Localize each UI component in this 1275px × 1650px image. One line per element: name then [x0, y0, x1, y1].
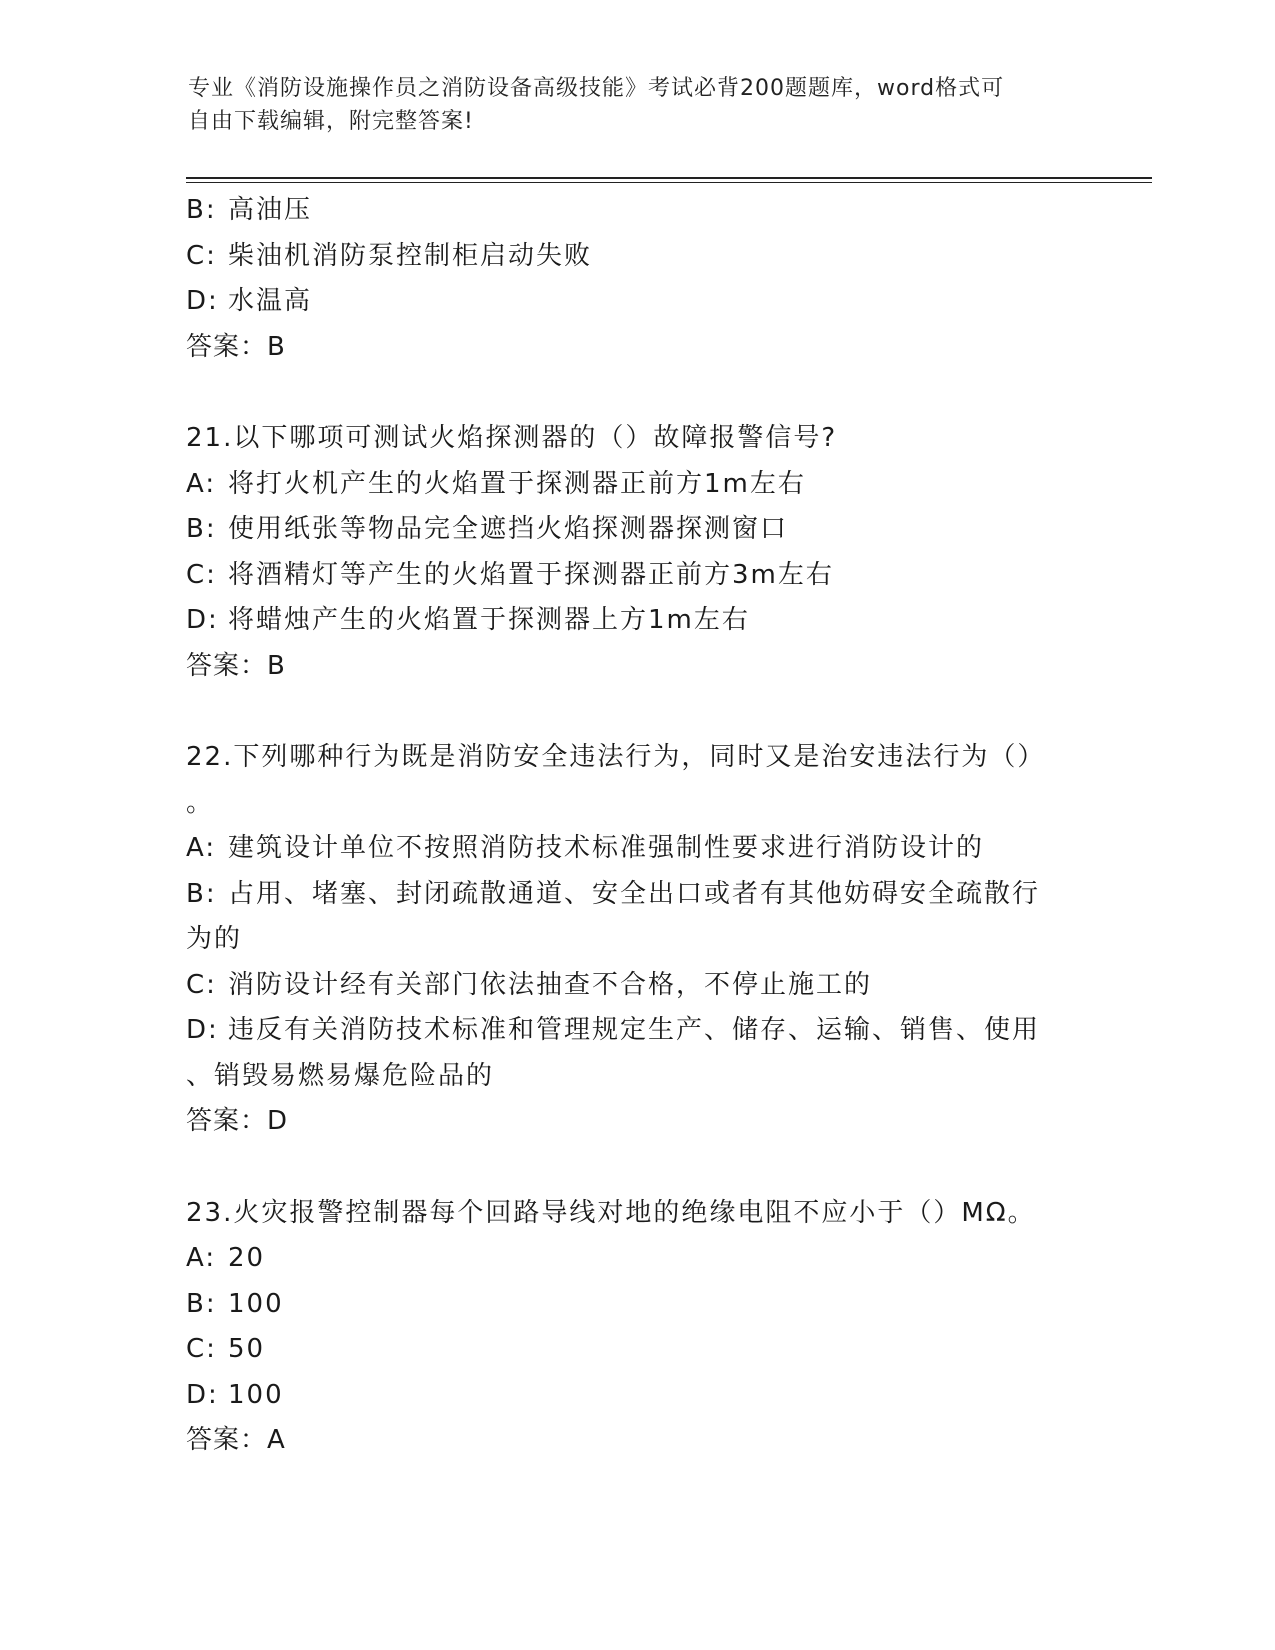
option-key: D:: [186, 605, 219, 635]
question-23: [186, 1191, 1086, 1464]
question-content: [186, 188, 1086, 1464]
option-key: A:: [186, 1243, 217, 1273]
header-title-line-2: 自由下载编辑，附完整答案!: [188, 109, 474, 134]
question-22: [186, 735, 1086, 1145]
option-text: 柴油机消防泵控制柜启动失败: [228, 240, 593, 271]
option-text: 高油压: [228, 195, 313, 225]
option-a: [186, 1236, 1086, 1282]
question-stem-continued: 。: [186, 787, 215, 818]
option-text: 100: [228, 1288, 284, 1319]
option-text: 使用纸张等物品完全遮挡火焰探测器探测窗口: [228, 514, 789, 544]
option-text: 将蜡烛产生的火焰置于探测器上方1m左右: [228, 605, 750, 635]
question-stem: 22.下列哪种行为既是消防安全违法行为，同时又是治安违法行为（）: [186, 742, 1046, 772]
spacer: [186, 370, 1086, 416]
spacer: [186, 689, 1086, 735]
answer: 答案：A: [186, 1425, 286, 1455]
document-header: [188, 72, 1088, 138]
option-key: A:: [186, 833, 217, 863]
option-text: 违反有关消防技术标准和管理规定生产、储存、运输、销售、使用: [228, 1015, 1041, 1045]
option-key: C:: [186, 1334, 217, 1364]
header-title-line-1: 专业《消防设施操作员之消防设备高级技能》考试必背200题题库，word格式可: [188, 76, 1005, 101]
option-text: 建筑设计单位不按照消防技术标准强制性要求进行消防设计的: [228, 833, 985, 863]
option-key: C:: [186, 240, 217, 271]
header-divider: [186, 177, 1152, 183]
option-b: [186, 188, 1086, 234]
option-text: 20: [228, 1243, 266, 1273]
option-d: [186, 279, 1086, 325]
question-21: [186, 416, 1086, 689]
option-a: [186, 826, 1086, 872]
answer: 答案：D: [186, 1106, 289, 1136]
question-stem: 21.以下哪项可测试火焰探测器的（）故障报警信号?: [186, 423, 838, 453]
spacer: [186, 1145, 1086, 1191]
option-key: A:: [186, 468, 217, 499]
option-c: [186, 963, 1086, 1009]
previous-question: [186, 188, 1086, 370]
option-key: B:: [186, 1288, 217, 1319]
option-key: B:: [186, 514, 217, 544]
option-b: [186, 1282, 1086, 1328]
option-text: 水温高: [228, 286, 313, 316]
option-d: [186, 1373, 1086, 1419]
option-d-continued: 、销毁易燃易爆危险品的: [186, 1060, 495, 1091]
option-key: B:: [186, 195, 217, 225]
option-c: [186, 234, 1086, 280]
question-stem: 23.火灾报警控制器每个回路导线对地的绝缘电阻不应小于（）MΩ。: [186, 1197, 1036, 1228]
option-d: [186, 1008, 1086, 1054]
option-text: 100: [228, 1379, 284, 1410]
option-b-continued: 为的: [186, 924, 243, 954]
option-key: D:: [186, 1379, 219, 1410]
option-key: C:: [186, 969, 217, 1000]
option-text: 将酒精灯等产生的火焰置于探测器正前方3m左右: [228, 559, 834, 590]
option-key: B:: [186, 878, 217, 909]
option-b: [186, 872, 1086, 918]
option-key: C:: [186, 559, 217, 590]
option-key: D:: [186, 1015, 219, 1045]
option-text: 将打火机产生的火焰置于探测器正前方1m左右: [228, 468, 806, 499]
option-c: [186, 1327, 1086, 1373]
answer: 答案：B: [186, 331, 286, 362]
option-text: 消防设计经有关部门依法抽查不合格，不停止施工的: [228, 969, 873, 1000]
option-text: 50: [228, 1334, 266, 1364]
option-text: 占用、堵塞、封闭疏散通道、安全出口或者有其他妨碍安全疏散行: [228, 878, 1041, 909]
option-b: [186, 507, 1086, 553]
option-c: [186, 553, 1086, 599]
option-d: [186, 598, 1086, 644]
option-key: D:: [186, 286, 219, 316]
option-a: [186, 462, 1086, 508]
answer: 答案：B: [186, 650, 286, 681]
